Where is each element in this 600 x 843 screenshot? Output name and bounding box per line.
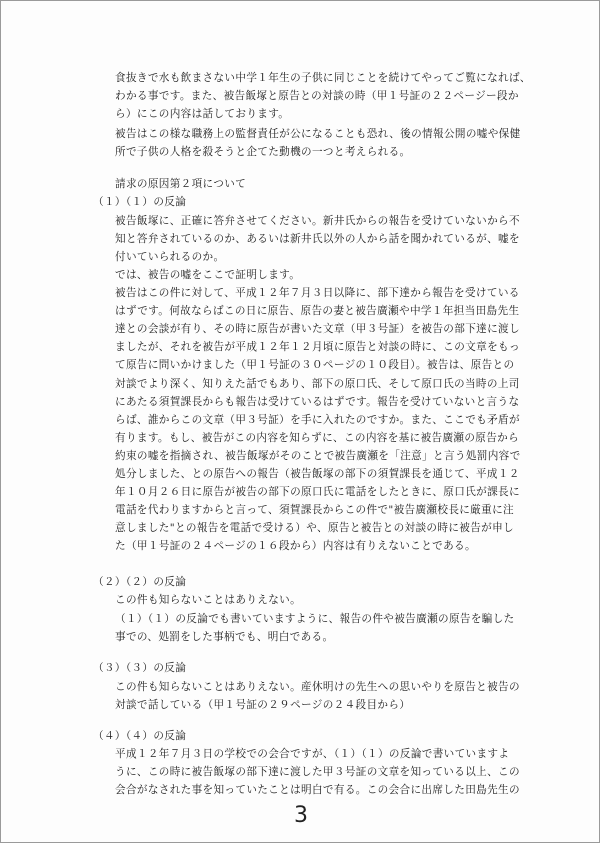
item3-line: この件も知らないことはありえない。産休明けの先生への思いやりを原告と被告の bbox=[115, 681, 520, 693]
item2-line: （１）（１）の反論でも書いていますように、報告の件や被告廣瀬の原告を騙した bbox=[115, 613, 515, 625]
intro-line: わかる事です。また、被告飯塚と原告との対談の時（甲１号証の２２ページー段か bbox=[115, 90, 519, 102]
item1-line: らば、誰からこの文章（甲３号証）を手に入れたのですか。また、ここでも矛盾が bbox=[115, 414, 520, 426]
item1-line: 付いていられるのか。 bbox=[115, 251, 225, 263]
item1-line: 達との会談が有り、その時に原告が書いた文章（甲３号証）を被告の部下達に渡し bbox=[115, 323, 520, 335]
item1-line: 対談でより深く、知りえた話でもあり、部下の原口氏、そして原口氏の当時の上司 bbox=[115, 378, 520, 390]
item1-line: 被告はこの件に対して、平成１２年７月３日以降に、部下達から報告を受けている bbox=[115, 287, 520, 299]
item4-line: 平成１２年７月３日の学校での会合ですが、（１）（１）の反論で書いていますよ bbox=[115, 748, 510, 760]
section-heading: 請求の原因第２項について bbox=[115, 178, 247, 190]
item1-line: 年１０月２６日に原告が被告の部下の原口氏に電話をしたときに、原口氏が課長に bbox=[115, 486, 520, 498]
item1-line: 知と答弁されているのか、あるいは新井氏以外の人から話を聞かれているが、嘘を bbox=[115, 233, 520, 245]
item1-line: 有ります。もし、被告がこの内容を知らずに、この内容を基に被告廣瀬の原告から bbox=[115, 432, 520, 444]
intro-line: 被告はこの様な職務上の監督責任が公になることも恐れ、後の情報公開の嘘や保健 bbox=[115, 128, 521, 140]
intro-line: 食抜きで水も飲まさない中学１年生の子供に同じことを続けてやってご覧になれば、 bbox=[115, 72, 531, 84]
item1-line: 被告飯塚に、正確に答弁させてください。新井氏からの報告を受けていないから不 bbox=[115, 215, 520, 227]
item1-line: はずです。何故ならばこの日に原告、原告の妻と被告廣瀬や中学１年担当田島先生 bbox=[115, 305, 520, 317]
item3-line: 対談で話している（甲１号証の２９ページの２４段目から） bbox=[115, 699, 411, 711]
intro-line: ら）にこの内容は話しております。 bbox=[115, 108, 290, 120]
item1-line: ましたが、それを被告が平成１２年１２月頃に原告と対談の時に、この文章をもっ bbox=[115, 341, 520, 353]
item4-line: うに、この時に被告飯塚の部下達に渡した甲３号証の文章を知っている以上、この bbox=[115, 766, 520, 778]
item1-line: にあたる須賀課長からも報告は受けているはずです。報告を受けていないと言うな bbox=[115, 396, 520, 408]
item1-line: 意しました"との報告を電話で受ける）や、原告と被告との対談の時に被告が申し bbox=[115, 522, 514, 534]
item-heading: （２）（２）の反論 bbox=[93, 576, 187, 588]
item1-line: 約束の嘘を指摘され、被告飯塚がそのことで被告廣瀬を「注意」と言う処罰内容で bbox=[115, 450, 521, 462]
item1-line: た（甲１号証の２４ページの１６段から）内容は有りえないことである。 bbox=[115, 540, 476, 552]
item1-line: では、被告の嘘をここで証明します。 bbox=[115, 269, 301, 281]
item-heading: （１）（１）の反論 bbox=[93, 196, 187, 208]
page-number: 3 bbox=[294, 803, 308, 828]
item-heading: （４）（４）の反論 bbox=[93, 730, 187, 742]
item2-line: この件も知らないことはありえない。 bbox=[115, 594, 302, 606]
item-heading: （３）（３）の反論 bbox=[93, 662, 187, 674]
item1-line: 電話を代わりますからと言って、須賀課長からこの件で"被告廣瀬校長に厳重に注 bbox=[115, 504, 514, 516]
item1-line: て原告に問いかけました（甲１号証の３０ページの１０段目）。被告は、原告との bbox=[115, 359, 515, 371]
item4-line: 会合がなされた事を知っていたことは明白で有る。この会合に出席した田島先生の bbox=[115, 784, 520, 796]
intro-line: 所で子供の人格を殺そうと企てた動機の一つと考えられる。 bbox=[115, 146, 411, 158]
item1-line: 処分しました、との原告への報告（被告飯塚の部下の須賀課長を通じて、平成１２ bbox=[115, 468, 520, 480]
item2-line: 事での、処罰をした事柄でも、明白である。 bbox=[115, 631, 334, 643]
